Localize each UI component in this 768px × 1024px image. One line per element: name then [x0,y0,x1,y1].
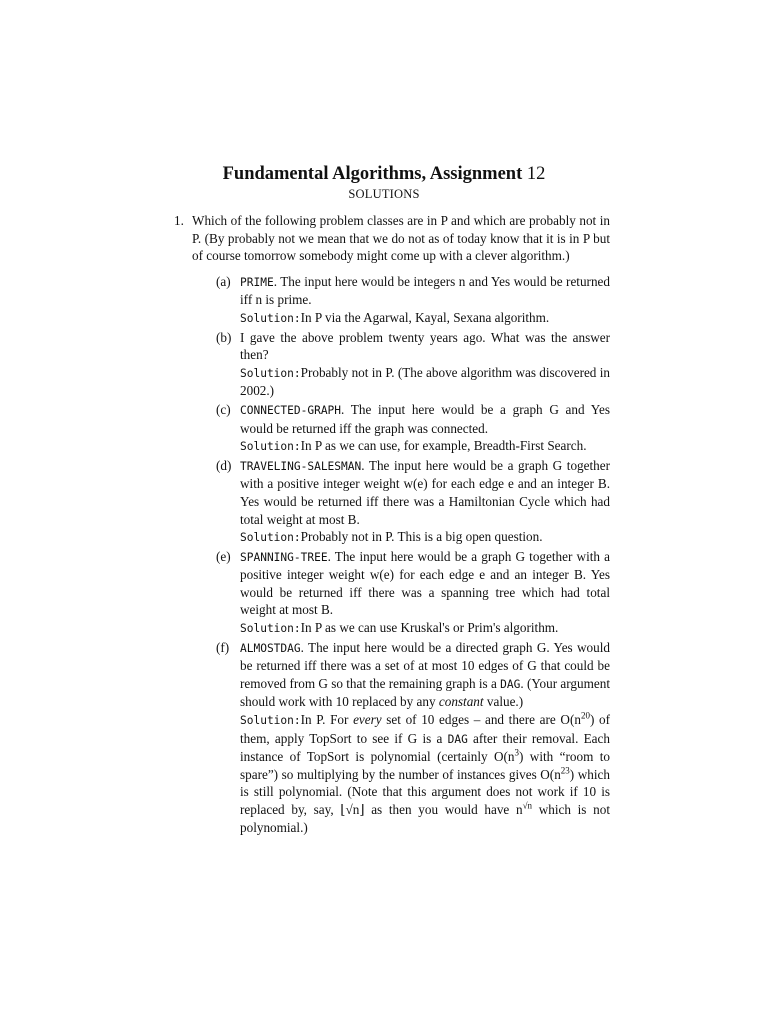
problem-text-cont: . (Your argument should work with 10 replaced by any [240,675,610,710]
question-text [192,212,610,837]
title-text: Fundamental Algorithms, Assignment [222,164,523,184]
question-number: 1. [174,213,184,228]
solution-label: Solution: [240,311,301,325]
exponent-3: 3 [514,747,520,758]
page-title [0,162,768,186]
exponent-20: 20 [580,710,590,721]
sub-question-e [192,548,610,638]
dag-keyword-2: DAG [447,732,468,746]
problem-keyword: PRIME [240,275,274,289]
solution-text: In P as we can use, for example, Breadth-First Search. [300,438,587,454]
solution [240,528,610,547]
sub-question-d [192,457,610,547]
problem-keyword: TRAVELING-SALESMAN [240,459,362,473]
solution [240,364,610,400]
dag-keyword: DAG [500,677,521,691]
item-label: (b) [216,329,232,345]
problem-keyword: CONNECTED-GRAPH [240,403,342,417]
solution-text-5: ) with “room to spare”) so multiplying by the number of instances gives O(n [240,749,610,782]
solution-text-2: set of 10 edges – and there are O(n [381,712,581,728]
solution-text-6: ) which is still polynomial. (Note that this argument does not work if 10 is replaced by, say, ⌊√n⌋ as then you would have n [240,766,610,817]
problem-text: . The input here would be a directed graph G. Yes would be returned iff there was a set of at most 10 edges of G that could be removed from G so that the remaining graph is a [240,639,610,691]
problem-text: . The input here would be integers n and Yes would be returned iff n is prime. [240,273,610,308]
solution-text: In P. For [300,712,354,728]
item-label: (f) [216,639,230,655]
question-1 [174,212,610,837]
problem-text: . The input here would be a graph G together with a positive integer weight w(e) for each edge e and an integer B. Yes would be returned iff there was a Hamiltonian Cycle which had total weight at most B. [240,457,610,527]
sub-question-f [192,639,610,837]
solution-text-7: which is not polynomial.) [240,802,610,835]
solution-text-4: after their removal. Each instance of TopSort is polynomial (certainly O(n [240,730,610,765]
sub-question-c [192,401,610,456]
solution-text: In P as we can use Kruskal's or Prim's algorithm. [300,620,559,636]
assignment-number: 12 [526,164,546,184]
question-body: Which of the following problem classes are in P and which are probably not in P. (By probably not we mean that we do not as of today know that it is in P but of course tomorrow somebody might come up with a clever algorithm.) [192,213,610,264]
exponent-23: 23 [560,765,570,776]
page-subtitle: SOLUTIONS [348,187,420,201]
solution-text: Probably not in P. This is a big open question. [300,529,543,545]
solution [240,437,610,456]
problem-text-end: value.) [483,694,524,710]
solution [240,619,610,638]
sub-question-b [192,329,610,400]
constant-emph: constant [438,694,484,710]
item-label: (d) [216,457,232,473]
solution [240,711,610,836]
solution-label: Solution: [240,622,301,636]
item-label: (a) [216,273,231,289]
problem-keyword: ALMOSTDAG [240,641,301,655]
solution-text: Probably not in P. (The above algorithm was discovered in 2002.) [240,364,610,399]
sub-question-list [192,273,610,836]
problem-text: . The input here would be a graph G together with a positive integer weight w(e) for each edge e and an integer B. Yes would be returned iff there was a spanning tree which had total weight at most B. [240,548,610,618]
title-block [0,162,768,202]
solution-label: Solution: [240,440,301,454]
exponent-sqrt-n: √n [522,800,533,811]
item-label: (c) [216,401,231,417]
solution-label: Solution: [240,366,301,380]
sub-question-a [192,273,610,328]
solution-text-3: ) of them, apply TopSort to see if G is a [240,712,610,746]
document-page [174,162,610,837]
problem-keyword: SPANNING-TREE [240,550,328,564]
every-emph: every [353,712,382,728]
solution-label: Solution: [240,714,301,728]
solution-label: Solution: [240,531,301,545]
solution-text: In P via the Agarwal, Kayal, Sexana algorithm. [300,309,550,325]
problem-text: . The input here would be a graph G and Yes would be returned iff the graph was connected. [240,401,610,436]
solution [240,309,610,328]
problem-text: I gave the above problem twenty years ago. What was the answer then? [240,329,610,363]
item-label: (e) [216,548,231,564]
